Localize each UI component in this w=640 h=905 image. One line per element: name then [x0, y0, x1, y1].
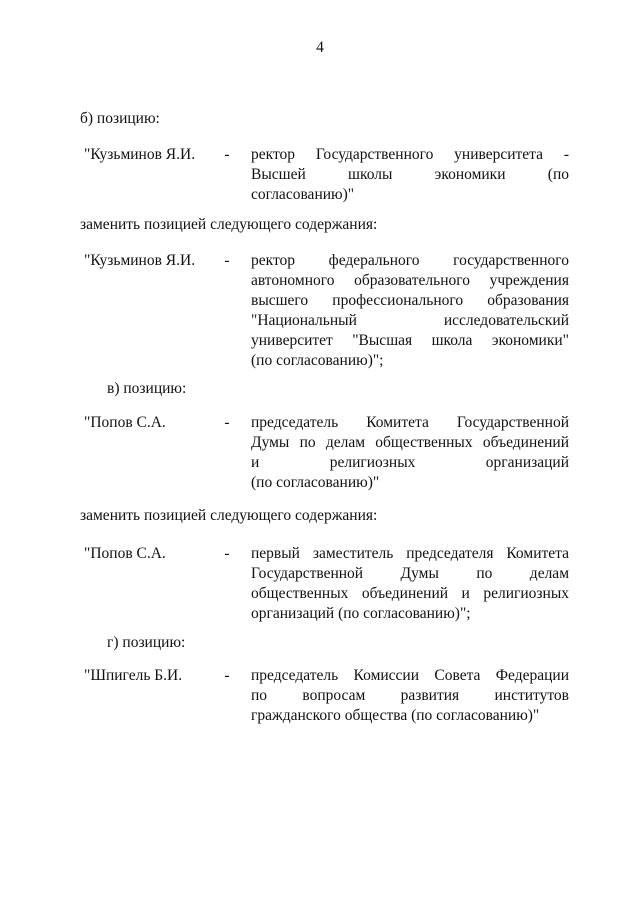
entry-description-line: и религиозных организаций [251, 454, 569, 471]
entry-description-line: (по согласованию)"; [251, 352, 384, 369]
entry-description-line: организаций (по согласованию)"; [251, 605, 471, 622]
entry-description [251, 544, 569, 624]
entry-description-line: Государственной Думы по делам [251, 565, 569, 582]
entry-name: "Шпигель Б.И. [84, 667, 183, 684]
entry-description-line: председатель Комитета Государственной [251, 414, 569, 431]
entry-description-line: автономного образовательного учреждения [251, 272, 569, 289]
entry-name: "Кузьминов Я.И. [84, 146, 196, 163]
entry-dash: - [224, 414, 230, 431]
entry-description-line: председатель Комиссии Совета Федерации [251, 667, 569, 684]
entry-description-line: университет "Высшая школа экономики" [251, 332, 569, 349]
entry-description-line: "Национальный исследовательский [251, 312, 569, 329]
entry-description-line: общественных объединений и религиозных [251, 585, 569, 602]
entry-name: "Попов С.А. [84, 545, 166, 562]
entry-dash: - [224, 146, 230, 163]
paragraph-b-position: б) позицию: [80, 110, 160, 127]
entry-name: "Кузьминов Я.И. [84, 252, 196, 269]
entry-name: "Попов С.А. [84, 414, 166, 431]
entry-description-line: ректор федерального государственного [251, 252, 569, 269]
entry-description-line: высшего профессионального образования [251, 292, 569, 309]
entry-description-line: согласованию)" [251, 186, 355, 203]
paragraph-v-position: в) позицию: [107, 380, 187, 397]
entry-description-line: первый заместитель председателя Комитета [251, 545, 569, 562]
entry-description [251, 666, 569, 726]
paragraph-g-position: г) позицию: [107, 634, 186, 651]
entry-description-line: Думы по делам общественных объединений [251, 434, 569, 451]
paragraph-replace: заменить позицией следующего содержания: [80, 216, 378, 233]
entry-description [251, 251, 569, 371]
entry-description-line: гражданского общества (по согласованию)" [251, 707, 540, 724]
entry-description-line: Высшей школы экономики (по [251, 166, 569, 183]
entry-description [251, 145, 569, 205]
entry-dash: - [224, 252, 230, 269]
paragraph-replace: заменить позицией следующего содержания: [80, 507, 378, 524]
entry-dash: - [224, 545, 230, 562]
entry-dash: - [224, 667, 230, 684]
entry-description [251, 413, 569, 493]
entry-description-line: по вопросам развития институтов [251, 687, 569, 704]
page-number: 4 [316, 39, 324, 56]
entry-description-line: ректор Государственного университета - [251, 146, 569, 163]
entry-description-line: (по согласованию)" [251, 474, 380, 491]
